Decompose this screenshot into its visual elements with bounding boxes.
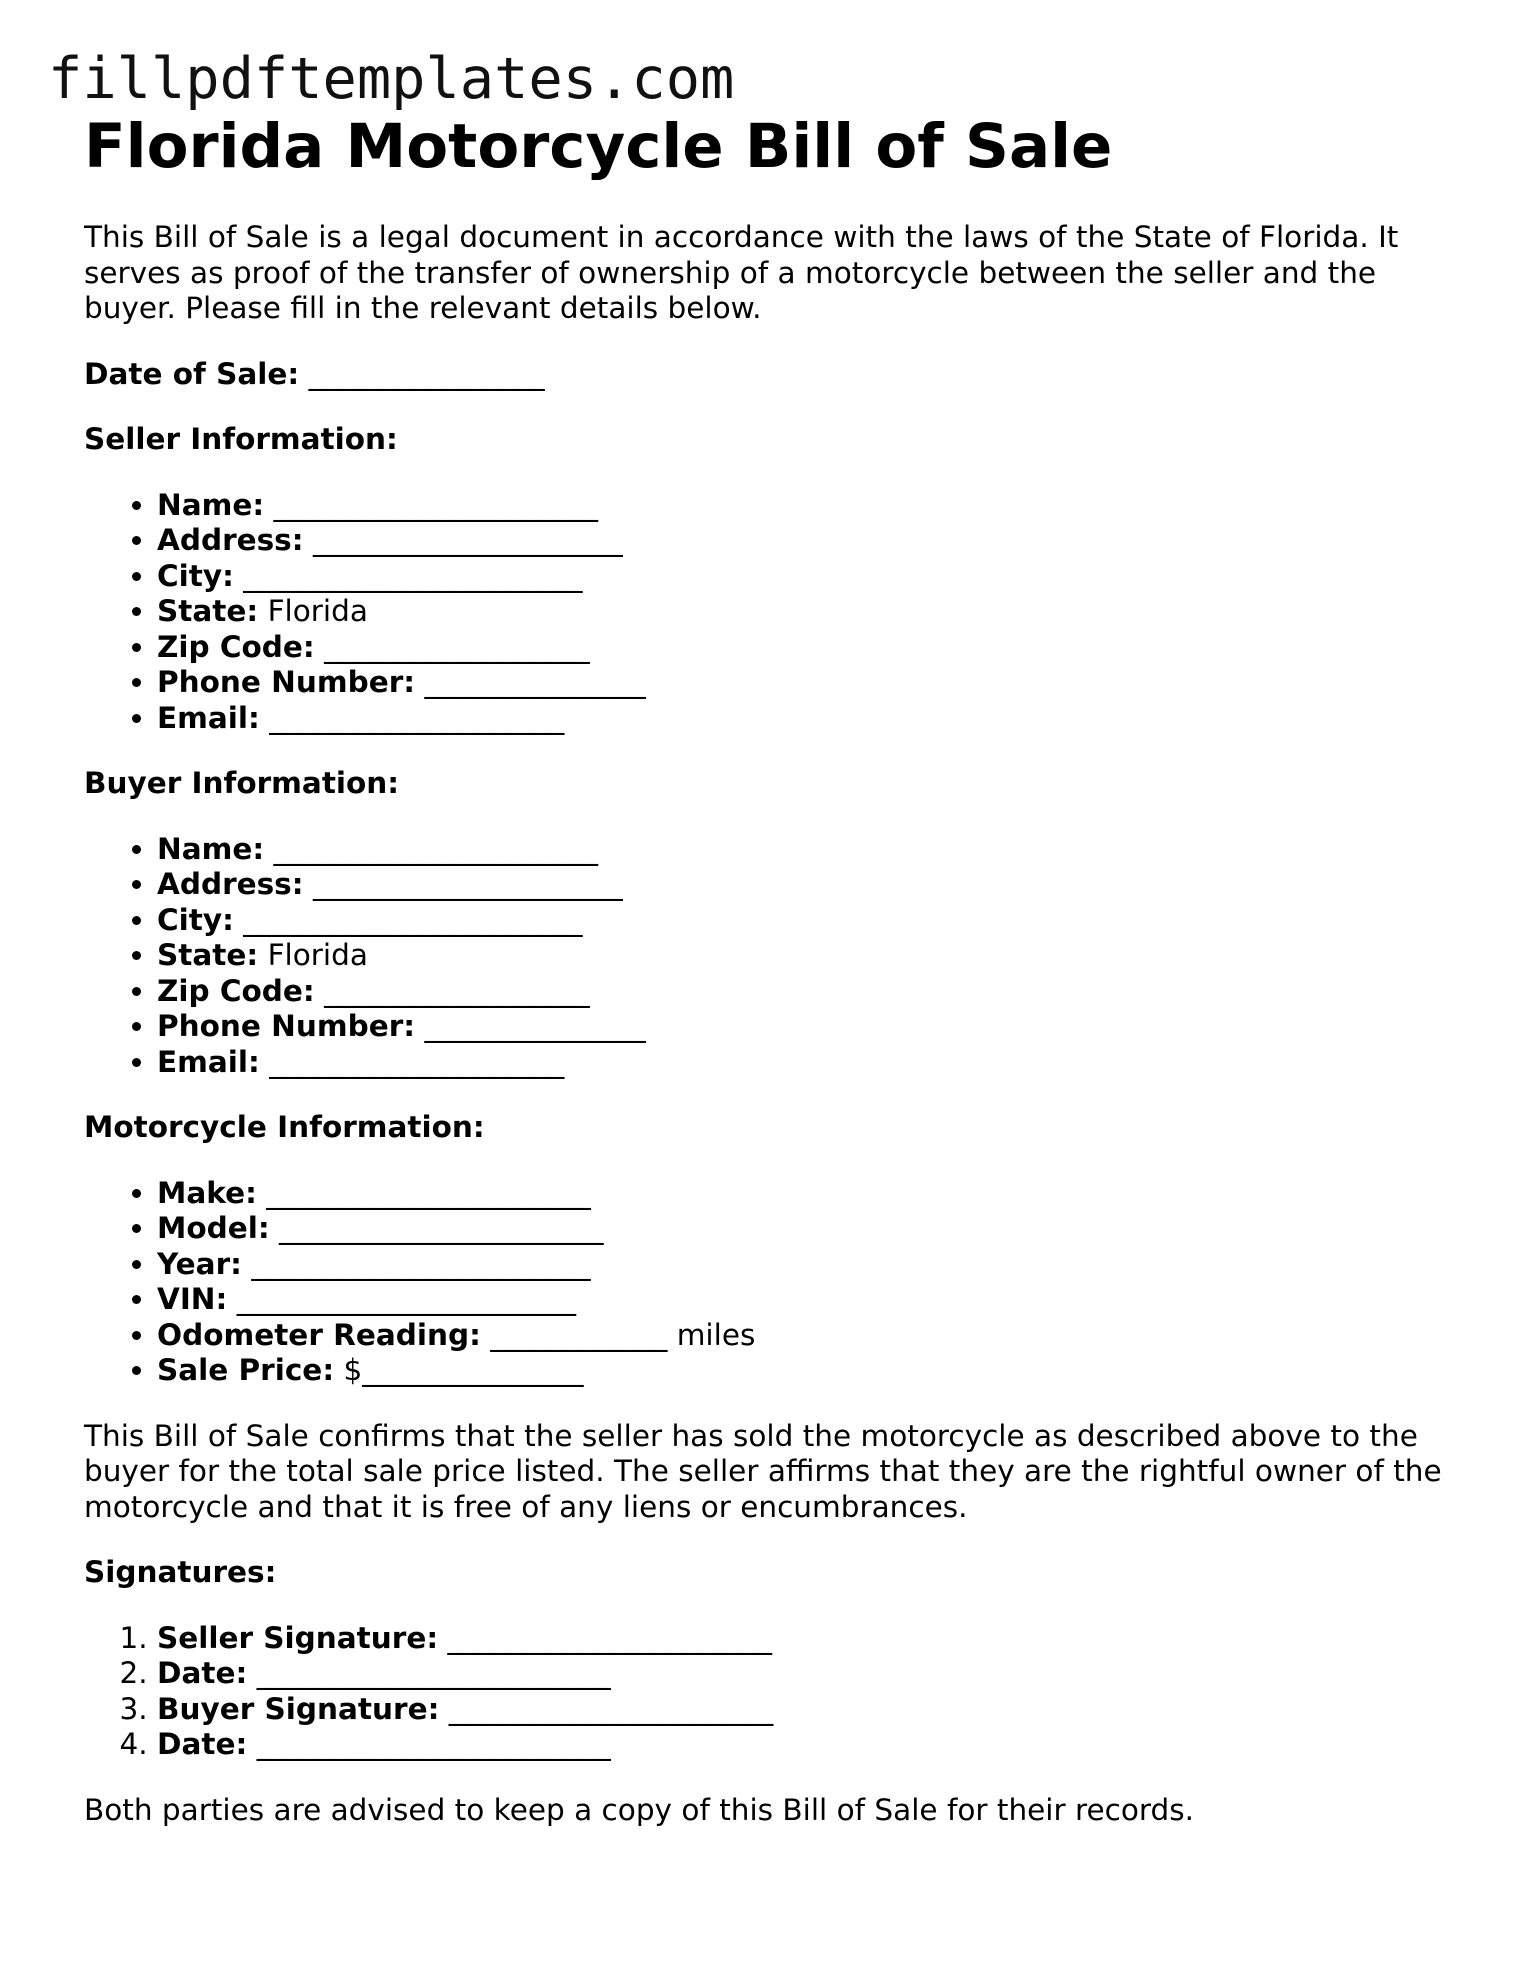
buyer-name-field[interactable]: ______________________: [273, 831, 599, 866]
seller-state-value: Florida: [267, 594, 368, 628]
buyer-signature-item: [157, 1692, 1444, 1728]
buyer-city-item: [157, 903, 1444, 939]
motorcycle-make-item: [157, 1176, 1444, 1212]
buyer-email-field[interactable]: ____________________: [269, 1044, 565, 1079]
date-of-sale-field[interactable]: ________________: [308, 356, 545, 391]
sale-price-item: [157, 1353, 1444, 1389]
field-label: Phone Number:: [157, 665, 416, 699]
date-of-sale-label: Date of Sale:: [84, 356, 300, 391]
field-label: Odometer Reading:: [157, 1317, 481, 1352]
seller-email-field[interactable]: ____________________: [269, 700, 565, 735]
bill-of-sale-document: [84, 104, 1444, 1828]
buyer-phone-field[interactable]: _______________: [424, 1009, 646, 1043]
field-label: State:: [157, 594, 259, 628]
buyer-date-field[interactable]: ________________________: [256, 1727, 611, 1761]
motorcycle-vin-item: [157, 1282, 1444, 1318]
seller-name-field[interactable]: ______________________: [273, 487, 599, 522]
field-label: City:: [157, 558, 234, 593]
buyer-address-item: [157, 867, 1444, 903]
buyer-information-heading: Buyer Information:: [84, 766, 400, 800]
field-label: Zip Code:: [157, 629, 315, 664]
seller-zip-item: [157, 630, 1444, 666]
field-label: Make:: [157, 1175, 257, 1210]
motorcycle-information-heading: Motorcycle Information:: [84, 1110, 485, 1144]
odometer-reading-field[interactable]: ____________ miles: [490, 1317, 756, 1352]
field-label: Name:: [157, 487, 265, 522]
field-label: Date:: [157, 1727, 248, 1761]
buyer-city-field[interactable]: _______________________: [243, 902, 583, 937]
seller-signature-item: [157, 1621, 1444, 1657]
buyer-address-field[interactable]: _____________________: [312, 867, 623, 901]
motorcycle-fields-list: [84, 1176, 1444, 1389]
document-title: Florida Motorcycle Bill of Sale: [84, 111, 1113, 182]
seller-name-item: [157, 488, 1444, 524]
field-label: City:: [157, 902, 234, 937]
date-of-sale-line: [84, 357, 1444, 393]
field-label: Address:: [157, 523, 304, 557]
seller-city-item: [157, 559, 1444, 595]
field-label: Address:: [157, 867, 304, 901]
seller-fields-list: [84, 488, 1444, 737]
buyer-name-item: [157, 832, 1444, 868]
buyer-state-value: Florida: [267, 938, 368, 972]
field-label: Phone Number:: [157, 1009, 416, 1043]
intro-paragraph: This Bill of Sale is a legal document in accordance with the laws of the State of Florida. It serves as proof of the transfer of ownership of a motorcycle between the seller and the buyer. Please fill in the relevant details below.: [84, 220, 1399, 325]
buyer-email-item: [157, 1045, 1444, 1081]
seller-city-field[interactable]: _______________________: [243, 558, 583, 593]
field-label: Seller Signature:: [157, 1620, 439, 1655]
field-label: Name:: [157, 831, 265, 866]
seller-address-item: [157, 523, 1444, 559]
field-label: Buyer Signature:: [157, 1691, 440, 1726]
buyer-zip-field[interactable]: __________________: [324, 973, 590, 1008]
motorcycle-year-field[interactable]: _______________________: [251, 1246, 591, 1281]
buyer-state-item: [157, 938, 1444, 974]
motorcycle-make-field[interactable]: ______________________: [266, 1175, 591, 1210]
field-label: Sale Price:: [157, 1353, 335, 1387]
field-label: Email:: [157, 1044, 260, 1079]
odometer-reading-item: [157, 1318, 1444, 1354]
seller-state-item: [157, 594, 1444, 630]
buyer-fields-list: [84, 832, 1444, 1081]
seller-date-item: [157, 1656, 1444, 1692]
seller-zip-field[interactable]: __________________: [324, 629, 590, 664]
signatures-list: [84, 1621, 1444, 1763]
seller-signature-field[interactable]: ______________________: [447, 1620, 773, 1655]
records-note: Both parties are advised to keep a copy of this Bill of Sale for their records.: [84, 1792, 1194, 1827]
motorcycle-model-item: [157, 1211, 1444, 1247]
motorcycle-model-field[interactable]: ______________________: [279, 1211, 604, 1245]
site-watermark: fillpdftemplates.com: [48, 46, 735, 112]
seller-date-field[interactable]: ________________________: [256, 1656, 611, 1690]
confirmation-paragraph: This Bill of Sale confirms that the seller has sold the motorcycle as described above to the buyer for the total sale price listed. The seller affirms that they are the rightful owner of the motorcycle and that it is free of any liens or encumbrances.: [84, 1418, 1442, 1524]
sale-price-field[interactable]: $_______________: [343, 1353, 584, 1387]
field-label: Year:: [157, 1246, 242, 1281]
buyer-date-item: [157, 1727, 1444, 1763]
buyer-signature-field[interactable]: ______________________: [448, 1691, 774, 1726]
field-label: Date:: [157, 1656, 248, 1690]
buyer-zip-item: [157, 974, 1444, 1010]
seller-phone-field[interactable]: _______________: [424, 665, 646, 699]
seller-address-field[interactable]: _____________________: [312, 523, 623, 557]
field-label: Zip Code:: [157, 973, 315, 1008]
seller-phone-item: [157, 665, 1444, 701]
field-label: Email:: [157, 700, 260, 735]
field-label: State:: [157, 938, 259, 972]
field-label: VIN:: [157, 1282, 228, 1316]
field-label: Model:: [157, 1211, 270, 1245]
seller-information-heading: Seller Information:: [84, 422, 398, 456]
signatures-heading: Signatures:: [84, 1555, 277, 1589]
motorcycle-vin-field[interactable]: _______________________: [236, 1282, 576, 1316]
motorcycle-year-item: [157, 1247, 1444, 1283]
buyer-phone-item: [157, 1009, 1444, 1045]
seller-email-item: [157, 701, 1444, 737]
